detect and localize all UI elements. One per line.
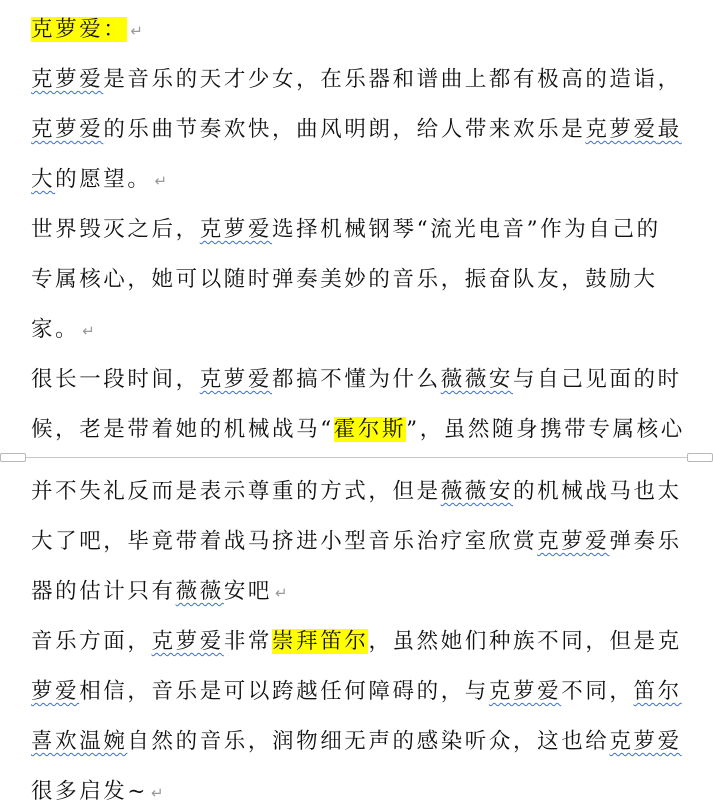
text-run: 器的估计只有: [31, 579, 176, 604]
paragraph-3-line: [31, 478, 682, 506]
text-run: 安吧: [223, 579, 273, 604]
text-run: 很长一段时间，: [31, 367, 200, 392]
paragraph-2-line: [31, 216, 661, 244]
text-run: 相信，音乐是可以跨越任何障碍的，与: [79, 679, 489, 704]
paragraph-1-line: [31, 116, 682, 144]
text-run: 世界毁灭之后，: [31, 217, 200, 242]
text-run: 的愿望。: [55, 167, 152, 192]
section-title: 克萝爱：: [31, 17, 128, 42]
spellcheck-flagged-text: 笛尔: [633, 679, 682, 704]
paragraph-mark-icon: ↵: [275, 584, 288, 602]
spellcheck-flagged-text: 克萝爱: [199, 217, 273, 242]
text-run: ”，虽然随身携带专属核心: [406, 417, 685, 442]
paragraph-4-line: [31, 678, 682, 706]
spellcheck-flagged-text: 克萝爱: [199, 367, 273, 392]
highlighted-text: 霍尔斯: [333, 417, 407, 442]
title-line: [31, 16, 143, 45]
text-run: 专属核心，她可以随时弹奏美妙的音乐，振奋队友，鼓励大: [31, 267, 658, 292]
paragraph-3-line: [31, 366, 682, 394]
paragraph-mark-icon: ↵: [130, 22, 143, 40]
text-run: 与自己见面的时: [513, 367, 682, 392]
spellcheck-flagged-text: 薇薇安: [440, 367, 514, 392]
highlighted-text: 崇拜笛尔: [272, 629, 369, 654]
paragraph-2-line: [31, 266, 658, 294]
spellcheck-flagged-text: 克萝爱: [585, 117, 658, 142]
spellcheck-flagged-text: 最: [657, 117, 682, 142]
text-run: 非常: [223, 629, 273, 654]
paragraph-1-line: [31, 166, 167, 195]
text-run: 的乐曲节奏欢快，曲风明朗，给人带来欢乐是: [103, 117, 586, 142]
spellcheck-flagged-text: 喜欢温婉: [31, 729, 128, 754]
page-break-right-marker: [687, 453, 713, 462]
paragraph-4-line: [31, 628, 682, 656]
spellcheck-flagged-text: 薇薇: [175, 579, 224, 604]
spellcheck-flagged-text: 克萝爱: [31, 117, 104, 142]
text-run: 都搞不懂为什么: [272, 367, 441, 392]
page-break-line: [26, 457, 687, 458]
text-run: 很多启发~: [31, 779, 149, 804]
paragraph-3-line: [31, 528, 682, 556]
text-run: 并不失礼反而是表示尊重的方式，但是: [31, 479, 441, 504]
spellcheck-flagged-text: 克萝爱: [609, 729, 682, 754]
text-run: 自然的音乐，润物细无声的感染听众，这也给: [127, 729, 610, 754]
spellcheck-flagged-text: 克萝爱: [537, 529, 610, 554]
text-run: ，虽然她们种族不同，但是克: [368, 629, 682, 654]
spellcheck-flagged-text: 克萝爱: [31, 67, 104, 92]
spellcheck-flagged-text: 克萝爱: [488, 679, 562, 704]
text-run: 选择机械钢琴“流光电音”作为自己的: [272, 217, 661, 242]
paragraph-mark-icon: ↵: [82, 322, 95, 340]
document-page-2[interactable]: [0, 463, 713, 807]
page-break: [0, 452, 713, 463]
paragraph-4-line: [31, 778, 164, 807]
text-run: 弹奏乐: [609, 529, 682, 554]
text-run: 家。: [31, 317, 80, 342]
text-run: 的机械战马也太: [513, 479, 682, 504]
paragraph-3-line: [31, 578, 288, 607]
spellcheck-flagged-text: 萝爱: [31, 679, 80, 704]
paragraph-4-line: [31, 728, 682, 756]
text-run: 音乐方面，: [31, 629, 152, 654]
paragraph-2-line: [31, 316, 95, 345]
text-run: 大了吧，毕竟带着战马挤进小型音乐治疗室欣赏: [31, 529, 538, 554]
spellcheck-flagged-text: 克萝爱: [151, 629, 224, 654]
paragraph-mark-icon: ↵: [154, 172, 168, 190]
paragraph-1-line: [31, 66, 682, 94]
spellcheck-flagged-text: 大: [31, 167, 56, 192]
text-run: 候，老是带着她的机械战马“: [31, 417, 334, 442]
text-run: 是音乐的天才少女，在乐器和谱曲上都有极高的造诣，: [103, 67, 682, 92]
text-run: 不同，: [561, 679, 634, 704]
paragraph-mark-icon: ↵: [151, 784, 164, 802]
paragraph-3-line: [31, 416, 685, 444]
page-break-left-marker: [0, 453, 26, 462]
spellcheck-flagged-text: 薇薇安: [440, 479, 514, 504]
